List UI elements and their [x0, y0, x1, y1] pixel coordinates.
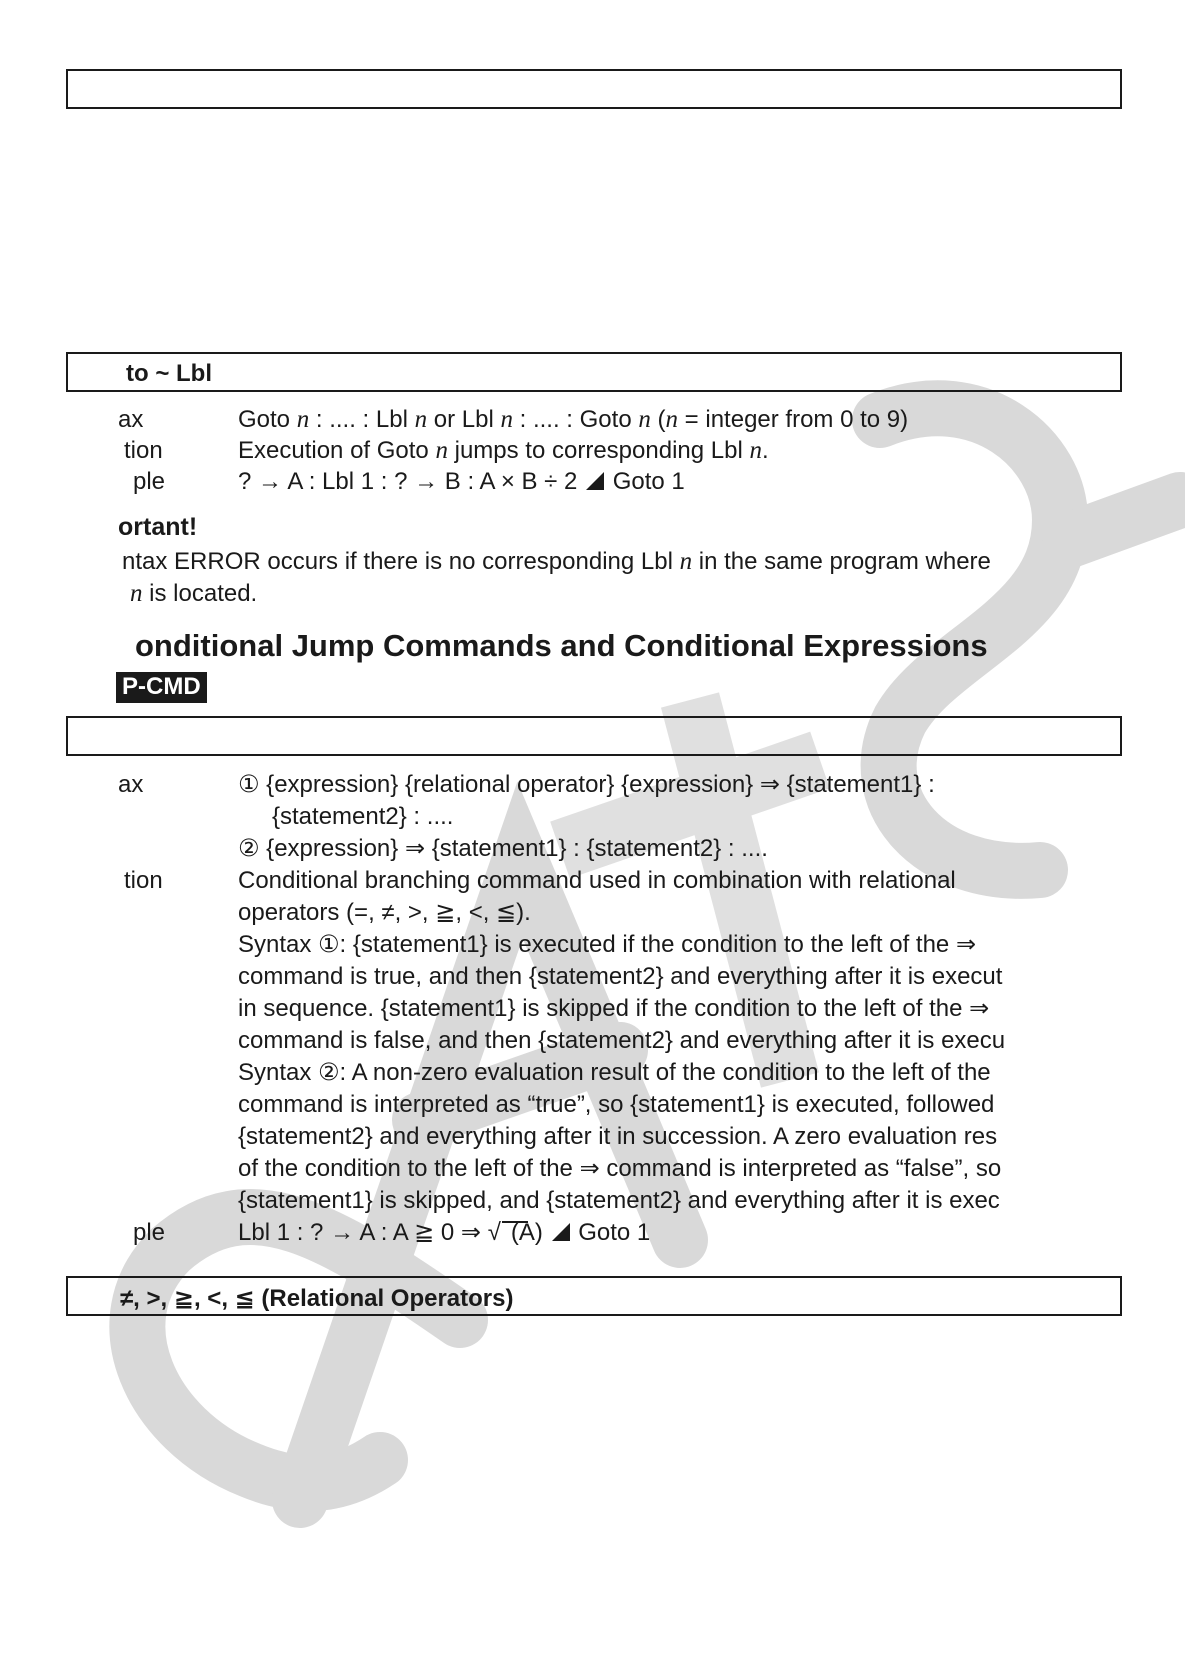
example-label: ple — [133, 1219, 166, 1246]
sqrt-symbol: √ — [488, 1218, 501, 1248]
cond-line: {statement2} and everything after it in succession. A zero evaluation res — [238, 1123, 998, 1150]
section-box-top — [66, 69, 1122, 109]
goto-example-text: ? → A : Lbl 1 : ? → B : A × B ÷ 2 Goto 1 — [238, 468, 685, 495]
important-text-line1: ntax ERROR occurs if there is no corresponding Lbl n in the same program where — [122, 548, 991, 575]
cond-line: Syntax ②: A non-zero evaluation result of the condition to the left of the — [238, 1059, 991, 1086]
syntax-label: ax — [118, 771, 144, 798]
function-label: tion — [124, 437, 163, 464]
cond-line: Conditional branching command used in combination with relational — [238, 867, 956, 894]
display-triangle-icon — [552, 1223, 570, 1241]
cond-example-text: Lbl 1 : ? → A : A ≧ 0 ⇒ √ (A) Goto 1 — [238, 1219, 651, 1246]
section-box-relational-operators — [66, 1276, 1122, 1316]
cond-line: Syntax ①: {statement1} is executed if the condition to the left of the ⇒ — [238, 931, 977, 958]
cond-line: command is true, and then {statement2} and everything after it is execut — [238, 963, 1003, 990]
cond-line: of the condition to the left of the ⇒ command is interpreted as “false”, so — [238, 1155, 1002, 1182]
section-box-goto-lbl — [66, 352, 1122, 392]
cond-line: ① {expression} {relational operator} {expression} ⇒ {statement1} : — [238, 771, 935, 798]
goto-function-text: Execution of Goto n jumps to corresponding Lbl n. — [238, 437, 769, 464]
function-label: tion — [124, 867, 163, 894]
section-box-title: ≠, >, ≧, <, ≦ (Relational Operators) — [120, 1285, 514, 1312]
key-badge-pcmd: P-CMD — [116, 672, 207, 703]
example-label: ple — [133, 468, 166, 495]
display-triangle-icon — [586, 472, 604, 490]
cond-line: command is false, and then {statement2} and everything after it is execu — [238, 1027, 1006, 1054]
syntax-label: ax — [118, 406, 144, 433]
important-text-line2: n is located. — [130, 580, 258, 607]
cond-line: operators (=, ≠, >, ≧, <, ≦). — [238, 899, 531, 926]
section-box-conditional — [66, 716, 1122, 756]
section-heading: onditional Jump Commands and Conditional Expressions — [135, 628, 988, 663]
cond-line: in sequence. {statement1} is skipped if the condition to the left of the ⇒ — [238, 995, 990, 1022]
cond-line: ② {expression} ⇒ {statement1} : {statement2} : .... — [238, 835, 768, 862]
important-heading: ortant! — [118, 513, 198, 541]
cond-line: {statement2} : .... — [272, 803, 454, 830]
cond-line: command is interpreted as “true”, so {statement1} is executed, followed — [238, 1091, 995, 1118]
goto-syntax-text: Goto n : .... : Lbl n or Lbl n : .... : Goto n (n = integer from 0 to 9) — [238, 406, 909, 433]
cond-line: {statement1} is skipped, and {statement2} and everything after it is exec — [238, 1187, 1000, 1214]
section-box-title: to ~ Lbl — [126, 360, 212, 387]
